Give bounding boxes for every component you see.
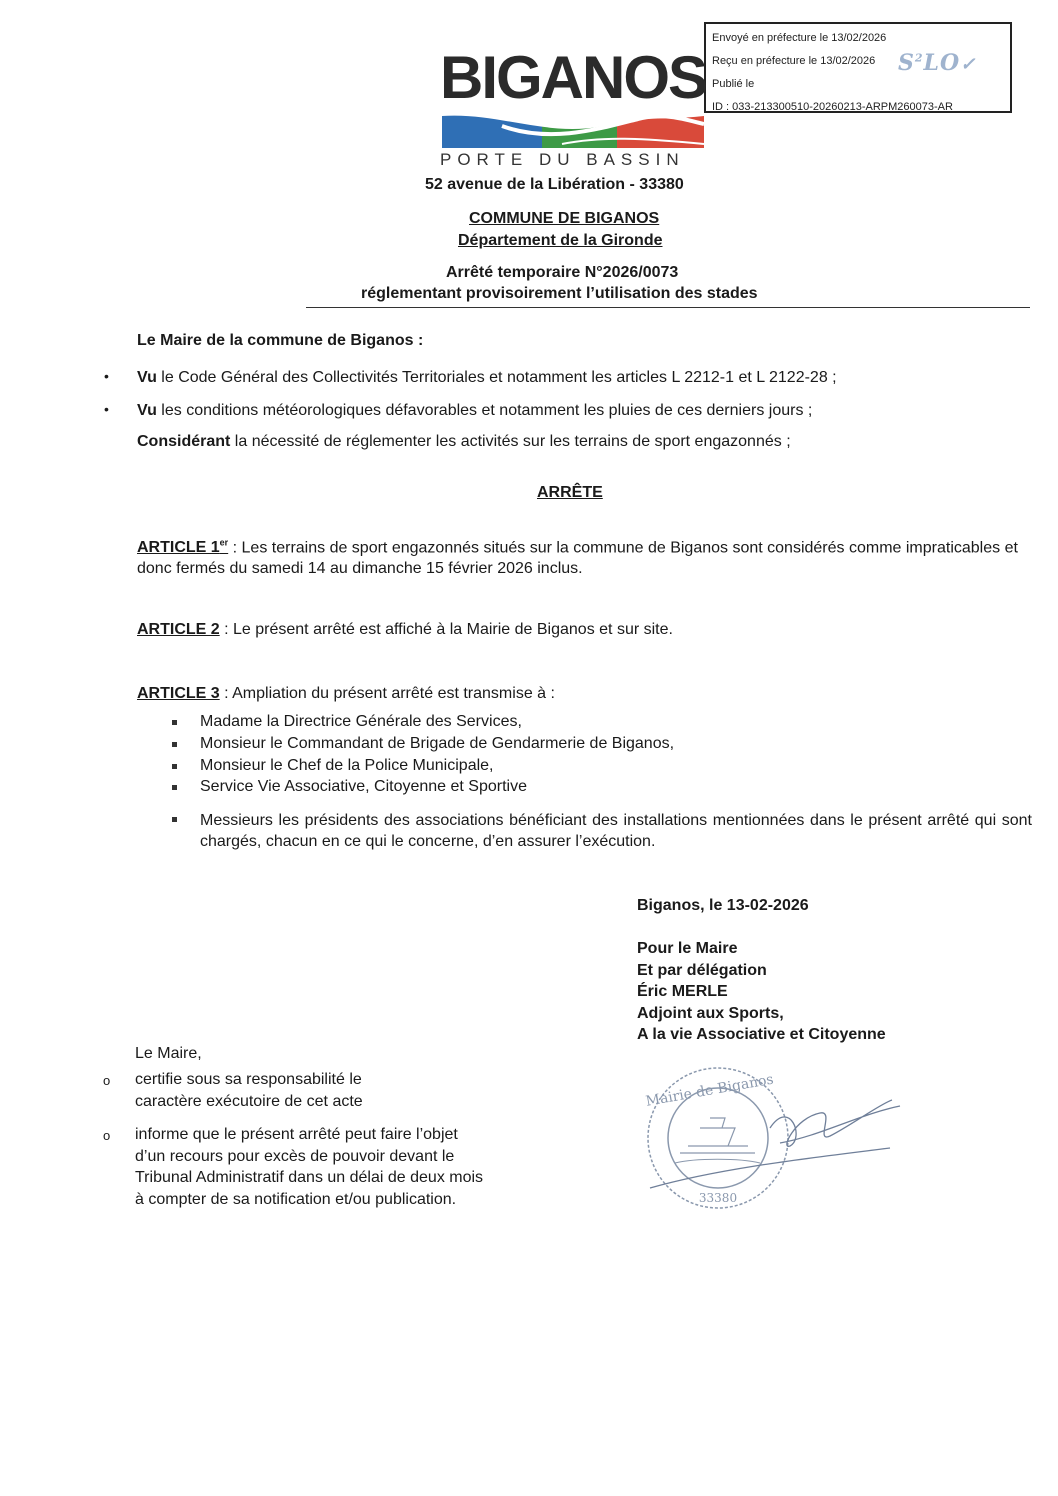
arrete-heading: ARRÊTE (537, 484, 603, 501)
list-bullet (172, 742, 177, 747)
seal-text-top: Mairie de Biganos (644, 1071, 775, 1110)
certification-title: Le Maire, (135, 1045, 202, 1062)
stamp-published: Publié le (712, 78, 755, 90)
arrete-subject: réglementant provisoirement l’utilisation des stades (361, 285, 758, 302)
article-3-label: ARTICLE 3 (137, 685, 220, 702)
logo-tagline: PORTE DU BASSIN (440, 150, 685, 169)
vu-code-general (137, 367, 837, 388)
certification-item: informe que le présent arrêté peut faire l’objet d’un recours pour excès de pouvoir devant le Tribunal Administratif dans un délai de deux mois à compter de sa notification et/ou publication. (135, 1126, 484, 1208)
handwritten-signature (650, 1100, 900, 1188)
considerant-keyword: Considérant (137, 433, 231, 450)
article-1-text: : Les terrains de sport engazonnés situés sur la commune de Biganos sont considérés comme impraticables et donc fermés du samedi 14 au dimanche 15 février 2026 inclus. (137, 539, 1018, 578)
address: 52 avenue de la Libération - 33380 (425, 176, 684, 193)
departement-title: Département de la Gironde (458, 232, 663, 249)
logo-wave-band (442, 114, 704, 148)
logo-wordmark: BIGANOS (440, 44, 707, 111)
header-divider (306, 307, 1030, 308)
considerant-text: la nécessité de réglementer les activités sur les terrains de sport engazonnés ; (230, 433, 791, 450)
commune-title: COMMUNE DE BIGANOS (469, 210, 660, 227)
s2low-logo: $S^2LO✓$ (898, 50, 977, 76)
signatory-title: A la vie Associative et Citoyenne (637, 1026, 886, 1043)
ampliation-item: Service Vie Associative, Citoyenne et Sportive (200, 778, 527, 795)
seal-text-bottom: 33380 (698, 1191, 738, 1205)
article-2-label: ARTICLE 2 (137, 621, 220, 638)
article-3 (137, 683, 555, 704)
stamp-id: ID : 033-213300510-20260213-ARPM260073-AR (712, 101, 953, 113)
arrete-number: Arrêté temporaire N°2026/0073 (446, 264, 679, 281)
stamp-sent-date: Envoyé en préfecture le 13/02/2026 (712, 32, 887, 44)
considerant (137, 431, 791, 452)
signatory-title: Adjoint aux Sports, (637, 1004, 784, 1022)
list-bullet (172, 764, 177, 769)
ampliation-item: Monsieur le Commandant de Brigade de Gendarmerie de Biganos, (200, 735, 675, 752)
vu-keyword: Vu (137, 402, 157, 419)
vu-text: le Code Général des Collectivités Territoriales et notamment les articles L 2212-1 et L 2122-28 ; (156, 369, 837, 386)
signature-line: Pour le Maire (637, 940, 738, 957)
article-1 (137, 533, 1032, 579)
list-bullet (172, 720, 177, 725)
bullet-dot: • (104, 401, 109, 417)
bullet-dot: • (104, 368, 109, 384)
article-1-label: ARTICLE 1er (137, 538, 229, 557)
stamp-received-date: Reçu en préfecture le 13/02/2026 (712, 55, 876, 67)
ampliation-item: Monsieur le Chef de la Police Municipale, (200, 757, 494, 774)
circle-bullet: o (103, 1073, 111, 1088)
ampliation-item-presidents: Messieurs les présidents des associations bénéficiant des installations mentionnées dans le présent arrêté qui sont chargés, chacun en ce qui le concerne, d’en assurer l’exécution. (200, 812, 1032, 850)
vu-text: les conditions météorologiques défavorables et notamment les pluies de ces derniers jours ; (156, 402, 813, 419)
certification-item: certifie sous sa responsabilité le caractère exécutoire de cet acte (135, 1071, 363, 1110)
signatory-name: Éric MERLE (637, 983, 728, 1000)
mairie-seal-and-signature (630, 1058, 905, 1218)
signature-block (637, 938, 886, 1046)
mayor-intro: Le Maire de la commune de Biganos : (137, 332, 424, 349)
list-bullet (172, 785, 177, 790)
signature-line: Et par délégation (637, 961, 767, 979)
vu-meteo (137, 400, 812, 421)
article-2-text: : Le présent arrêté est affiché à la Mairie de Biganos et sur site. (219, 621, 673, 638)
vu-keyword: Vu (137, 369, 157, 386)
circle-bullet: o (103, 1128, 111, 1143)
list-bullet (172, 817, 177, 822)
ampliation-item: Madame la Directrice Générale des Services, (200, 713, 522, 730)
signature-place-date: Biganos, le 13-02-2026 (637, 897, 809, 914)
article-2 (137, 619, 673, 640)
article-3-text: : Ampliation du présent arrêté est transmise à : (219, 685, 555, 702)
